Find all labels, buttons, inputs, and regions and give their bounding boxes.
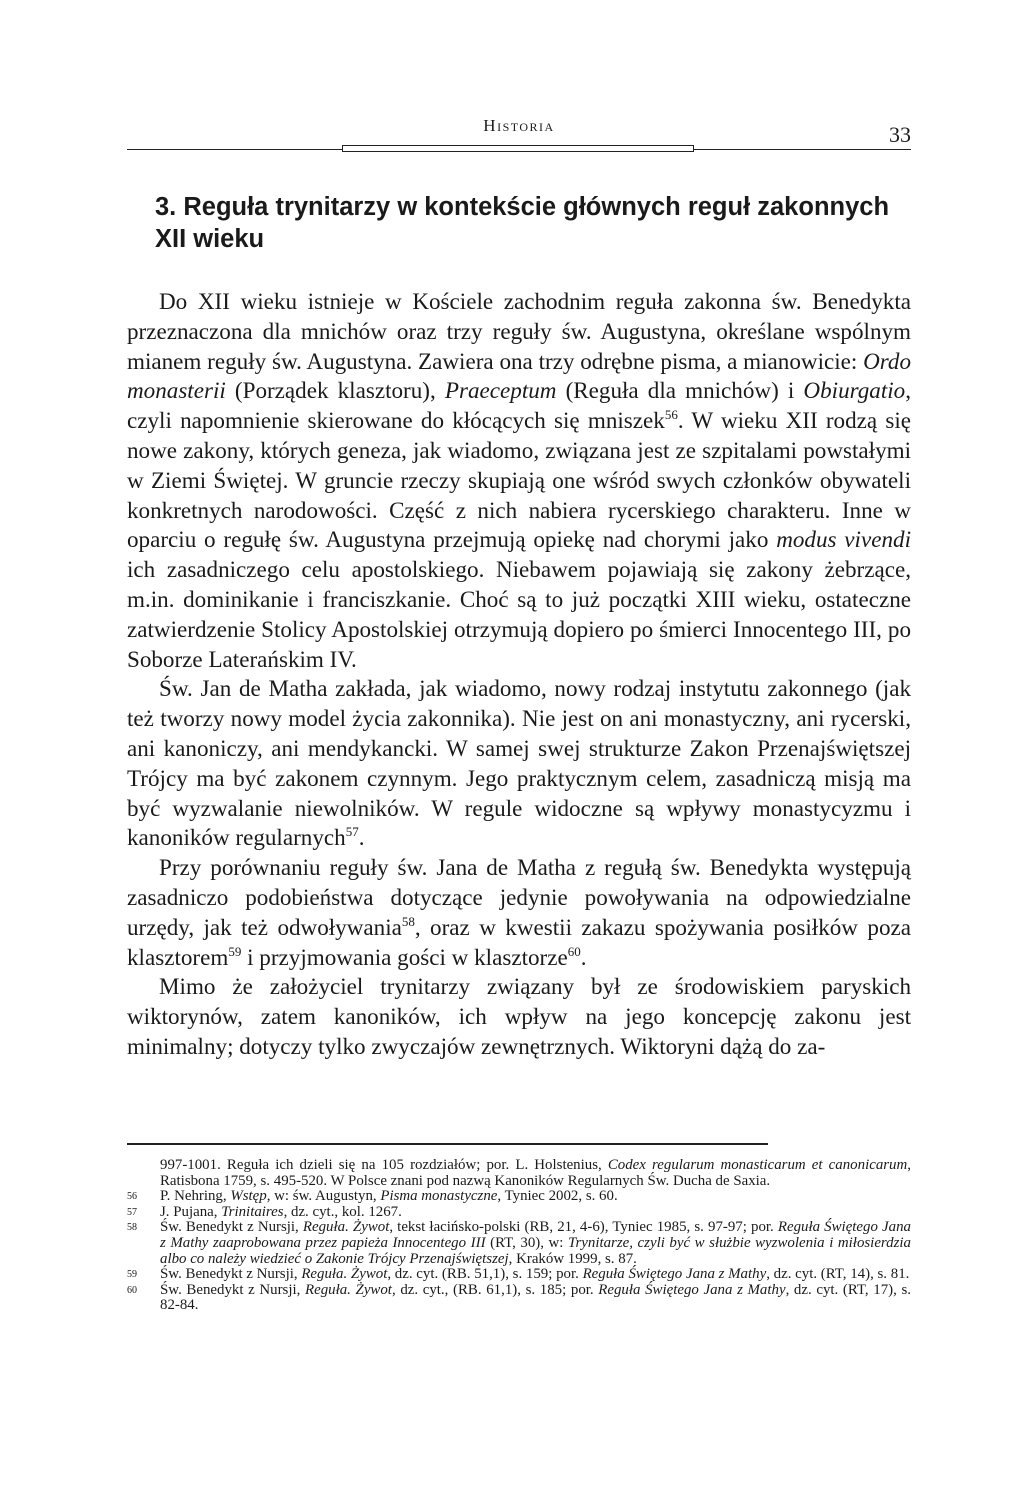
footnote-ref[interactable]: 56 — [664, 407, 678, 423]
italic-title: Codex regularum monasticarum et canonicarum — [607, 1157, 908, 1173]
running-header-title: Historia — [483, 116, 555, 135]
italic-title: Reguła Świętego Jana z Mathy — [582, 1266, 767, 1283]
running-header — [127, 116, 911, 156]
footnote-ref[interactable]: 58 — [401, 913, 415, 929]
italic-title: Reguła. Żywot — [301, 1266, 388, 1283]
text-run: , dz. cyt. (RT, 14), s. 81. — [766, 1266, 910, 1283]
footnote-number: 59 — [127, 1269, 137, 1281]
text-run: Św. Jan de Matha zakłada, jak wiadomo, nowy rodzaj instytutu zakonnego (jak też tworzy nowy model życia zakonnika). Nie jest on ani monastyczny, ani rycerski, ani kanoniczy, ani mendykancki. W samej swej strukturze Zakon Przenajświętszej Trójcy ma być zakonem czynnym. Jego praktycznym celem, zasadniczą misją ma być wyzwalanie niewolników. W regule widoczne są wpływy monastycyzmu i kanoników regularnych — [127, 675, 911, 851]
text-run: , oraz w kwestii zakazu spożywania posiłków poza klasztorem — [127, 913, 911, 970]
paragraph-3 — [127, 853, 911, 972]
text-run: Przy porównaniu reguły św. Jana de Matha z regułą św. Benedykta występują zasadniczo podobieństwa dotyczące jedynie powoływania na odpowiedzialne urzędy, jak też odwoływania — [127, 854, 911, 940]
text-run: Św. Benedykt z Nursji, — [160, 1281, 305, 1298]
text-run: (RT, 30), w: — [485, 1234, 569, 1251]
page-number: 33 — [889, 122, 911, 147]
footnote-separator — [127, 1143, 768, 1145]
italic-title: Praeceptum — [444, 377, 557, 404]
footnote-number: 57 — [127, 1206, 137, 1218]
footnote-59 — [127, 1267, 911, 1283]
text-run: . W wieku XII rodzą się nowe zakony, których geneza, jak wiadomo, związana jest ze szpitalami powstałymi w Ziemi Świętej. W gruncie rzeczy skupiają one wśród swych członków obywateli konkretnych narodowości. Część z nich nabiera rycerskiego charakteru. Inne w oparciu o regułę św. Augustyna przejmują opiekę nad chorymi jako — [127, 407, 911, 553]
text-run: . — [358, 824, 365, 851]
italic-title: Trynitarze, czyli być w służbie wyzwolenia i miłosierdzia albo co należy wiedzieć o Zakonie Trójcy Przenajświętszej — [160, 1234, 911, 1267]
footnote-number: 58 — [127, 1222, 137, 1234]
footnote-56 — [127, 1189, 911, 1205]
text-run: J. Pujana, — [160, 1203, 222, 1220]
italic-title: Trinitaires — [221, 1203, 284, 1220]
italic-title: Obiurgatio — [803, 377, 906, 404]
footnote-58 — [127, 1220, 911, 1267]
text-run: , dz. cyt. (RB. 51,1), s. 159; por. — [387, 1266, 583, 1283]
text-run: , Kraków 1999, s. 87. — [508, 1250, 637, 1267]
italic-title: Reguła. Żywot — [302, 1219, 390, 1236]
footnote-ref[interactable]: 60 — [567, 943, 581, 959]
italic-title: Wstęp — [230, 1188, 267, 1205]
text-run: (Porządek klasztoru), — [225, 377, 445, 404]
paragraph-4 — [127, 972, 911, 1061]
text-run: . — [580, 943, 587, 970]
text-run: , dz. cyt. (RT, 17), s. 82-84. — [160, 1281, 911, 1314]
text-run: , tekst łacińsko-polski (RB, 21, 4-6), Tyniec 1985, s. 97-97; por. — [389, 1219, 778, 1236]
text-run: Św. Benedykt z Nursji, — [160, 1219, 303, 1236]
text-run: Mimo że założyciel trynitarzy związany był ze środowiskiem paryskich wiktorynów, zatem kanoników, ich wpływ na jego koncepcję zakonu jest minimalny; dotyczy tylko zwyczajów zewnętrznych. Wiktoryni dążą do za- — [127, 973, 911, 1059]
italic-title: Ordo monasterii — [127, 347, 911, 404]
section-heading: 3. Reguła trynitarzy w kontekście głównych reguł zakonnych XII wieku — [155, 193, 890, 253]
text-run: ich zasadniczego celu apostolskiego. Niebawem pojawiają się zakony żebrzące, m.in. dominikanie i franciszkanie. Choć są to już początki XIII wieku, ostateczne zatwierdzenie Stolicy Apostolskiej otrzymują dopiero po śmierci Innocentego III, po Soborze Laterańskim IV. — [127, 556, 911, 672]
italic-phrase: modus vivendi — [776, 526, 911, 553]
text-run: 997-1001. Reguła ich dzieli się na 105 rozdziałów; por. L. Holstenius, — [160, 1157, 608, 1173]
italic-title: Reguła Świętego Jana z Mathy — [598, 1281, 786, 1298]
text-run: , czyli napomnienie skierowane do kłócących się mniszek — [127, 377, 911, 434]
italic-title: Pisma monastyczne — [380, 1188, 498, 1205]
paragraph-2 — [127, 674, 911, 853]
main-text — [127, 287, 911, 1062]
text-run: , Ratisbona 1759, s. 495-520. W Polsce znani pod nazwą Kanoników Regularnych Św. Ducha de Saxia. — [160, 1157, 911, 1189]
text-run: (Reguła dla mnichów) i — [556, 377, 804, 404]
paragraph-1 — [127, 287, 911, 674]
text-run: , dz. cyt., kol. 1267. — [283, 1203, 402, 1220]
footnote-number: 60 — [127, 1284, 137, 1296]
text-run: Do XII wieku istnieje w Kościele zachodnim reguła zakonna św. Benedykta przeznaczona dla mnichów oraz trzy reguły św. Augustyna, określane wspólnym mianem reguły św. Augustyna. Zawiera ona trzy odrębne pisma, a mianowicie: — [127, 288, 911, 374]
footnotes — [127, 1158, 911, 1314]
footnote-ref[interactable]: 57 — [345, 824, 359, 840]
text-run: P. Nehring, — [160, 1188, 231, 1205]
text-run: i przyjmowania gości w klasztorze — [241, 943, 568, 970]
footnote-number: 56 — [127, 1191, 137, 1203]
text-run: , w: św. Augustyn, — [266, 1188, 381, 1205]
footnote-60 — [127, 1283, 911, 1314]
text-run: , dz. cyt., (RB. 61,1), s. 185; por. — [391, 1281, 599, 1298]
footnote-ref[interactable]: 59 — [228, 943, 242, 959]
header-rule-ornament — [342, 145, 694, 152]
italic-title: Reguła Świętego Jana z Mathy zaaprobowana przez papieża Innocentego III — [160, 1219, 911, 1251]
text-run: , Tyniec 2002, s. 60. — [497, 1188, 618, 1205]
text-run: Św. Benedykt z Nursji, — [160, 1266, 302, 1283]
italic-title: Reguła. Żywot — [305, 1281, 392, 1298]
footnote-continuation — [127, 1158, 911, 1189]
